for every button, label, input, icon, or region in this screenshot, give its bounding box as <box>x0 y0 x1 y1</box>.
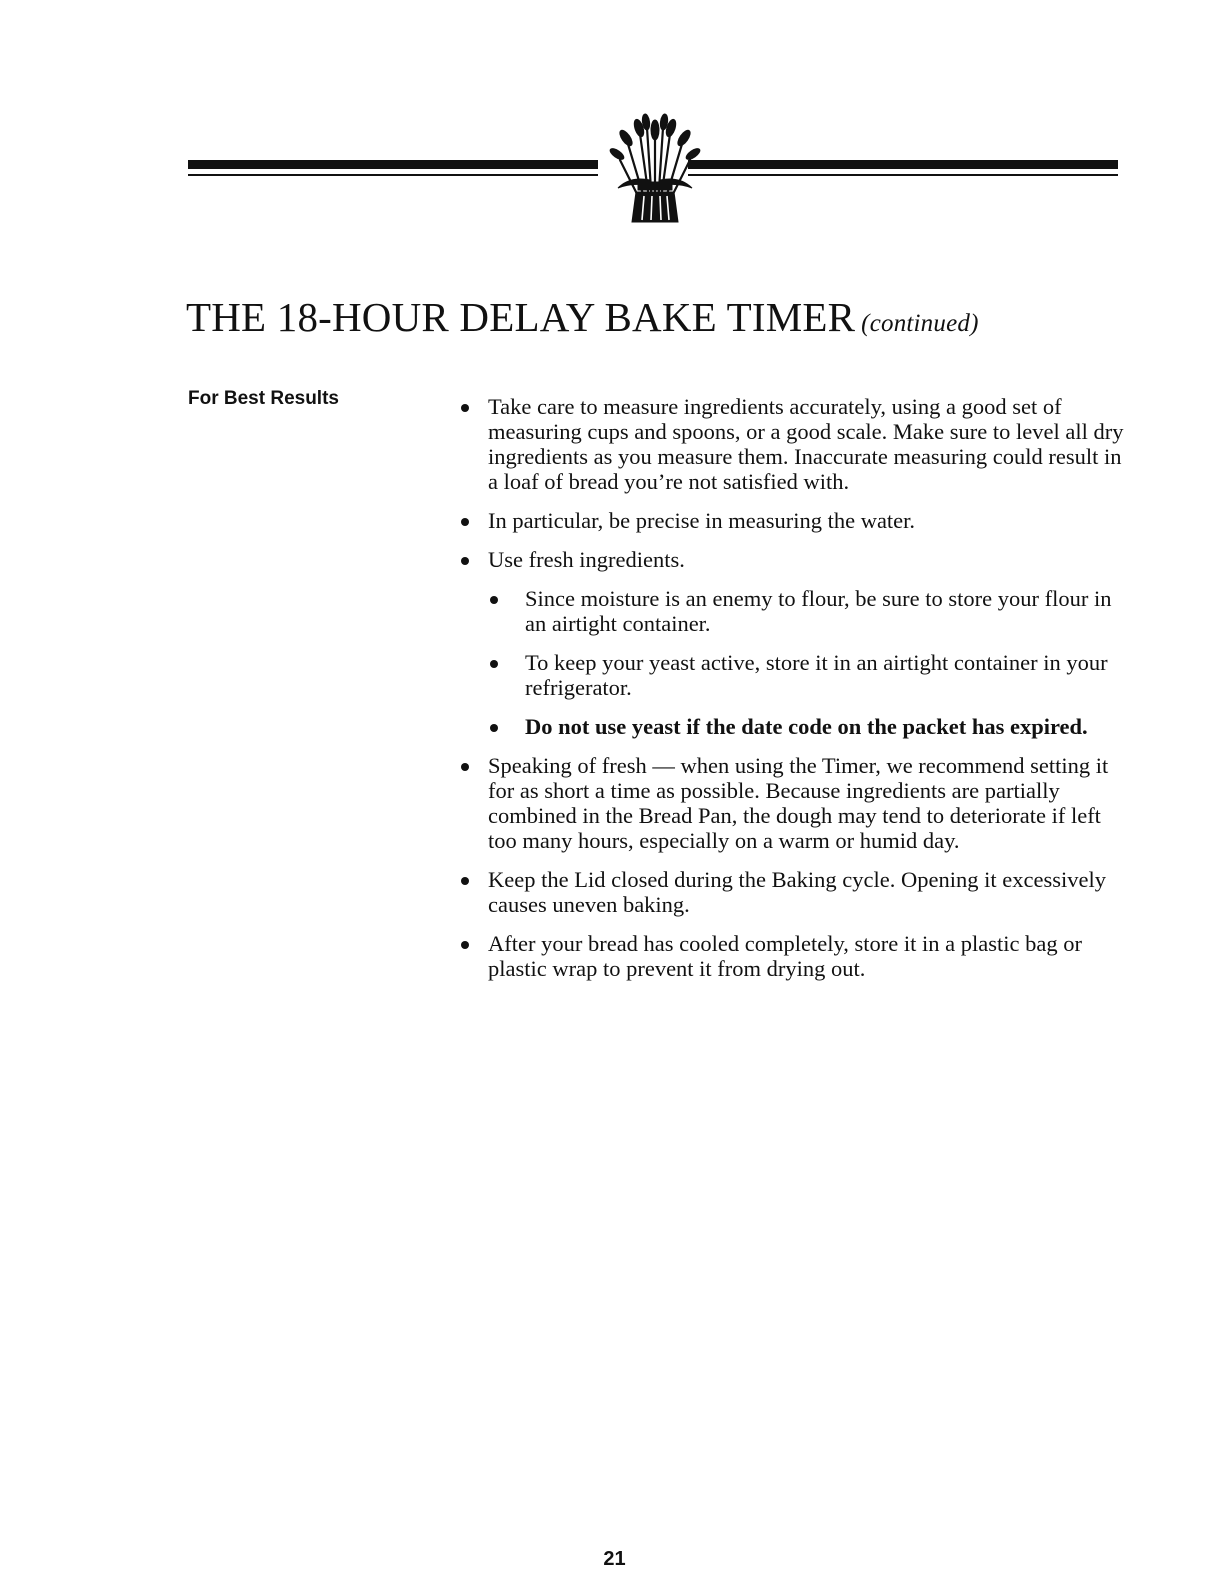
sub-list-item <box>488 650 1125 700</box>
tip-text: After your bread has cooled completely, store it in a plastic bag or plastic wrap to prevent it from drying out. <box>488 931 1082 981</box>
page-title <box>186 293 979 341</box>
tip-text: In particular, be precise in measuring the water. <box>488 508 916 533</box>
page-number: 21 <box>603 1548 626 1570</box>
subtip-text: To keep your yeast active, store it in an airtight container in your refrigerator. <box>525 650 1108 700</box>
subtips-list <box>488 586 1125 739</box>
tip-text: Speaking of fresh — when using the Timer, we recommend setting it for as short a time as possible. Because ingredients are partially combined in the Bread Pan, the dough may tend to deteriorate if left too many hours, especially on a warm or humid day. <box>488 753 1109 853</box>
list-item <box>455 394 1125 494</box>
list-item <box>455 867 1125 917</box>
header-rule-left-thin <box>188 174 598 176</box>
sub-list-item-warning <box>488 714 1125 739</box>
header-rule-right-thick <box>688 160 1118 169</box>
tips-list <box>455 394 1125 995</box>
tip-text: Take care to measure ingredients accurately, using a good set of measuring cups and spoons, or a good scale. Make sure to level all dry ingredients as you measure them. Inaccurate measuring could result in a loaf of bread you’re not satisfied with. <box>488 394 1124 494</box>
list-item <box>455 931 1125 981</box>
tip-text: Keep the Lid closed during the Baking cycle. Opening it excessively causes uneven baking. <box>488 867 1106 917</box>
wheat-sheaf-icon <box>600 110 710 225</box>
header-rule-right-thin <box>688 174 1118 176</box>
list-item <box>455 753 1125 853</box>
list-item <box>455 508 1125 533</box>
header-rule-left-thick <box>188 160 598 169</box>
page-title-suffix: (continued) <box>861 310 979 337</box>
list-item <box>455 547 1125 739</box>
sub-list-item <box>488 586 1125 636</box>
subtip-warning-text: Do not use yeast if the date code on the packet has expired. <box>525 714 1088 739</box>
page-title-text: THE 18-HOUR DELAY BAKE TIMER <box>186 294 856 340</box>
subtip-text: Since moisture is an enemy to flour, be sure to store your flour in an airtight container. <box>525 586 1112 636</box>
tip-text: Use fresh ingredients. <box>488 547 685 572</box>
section-heading: For Best Results <box>188 388 339 409</box>
